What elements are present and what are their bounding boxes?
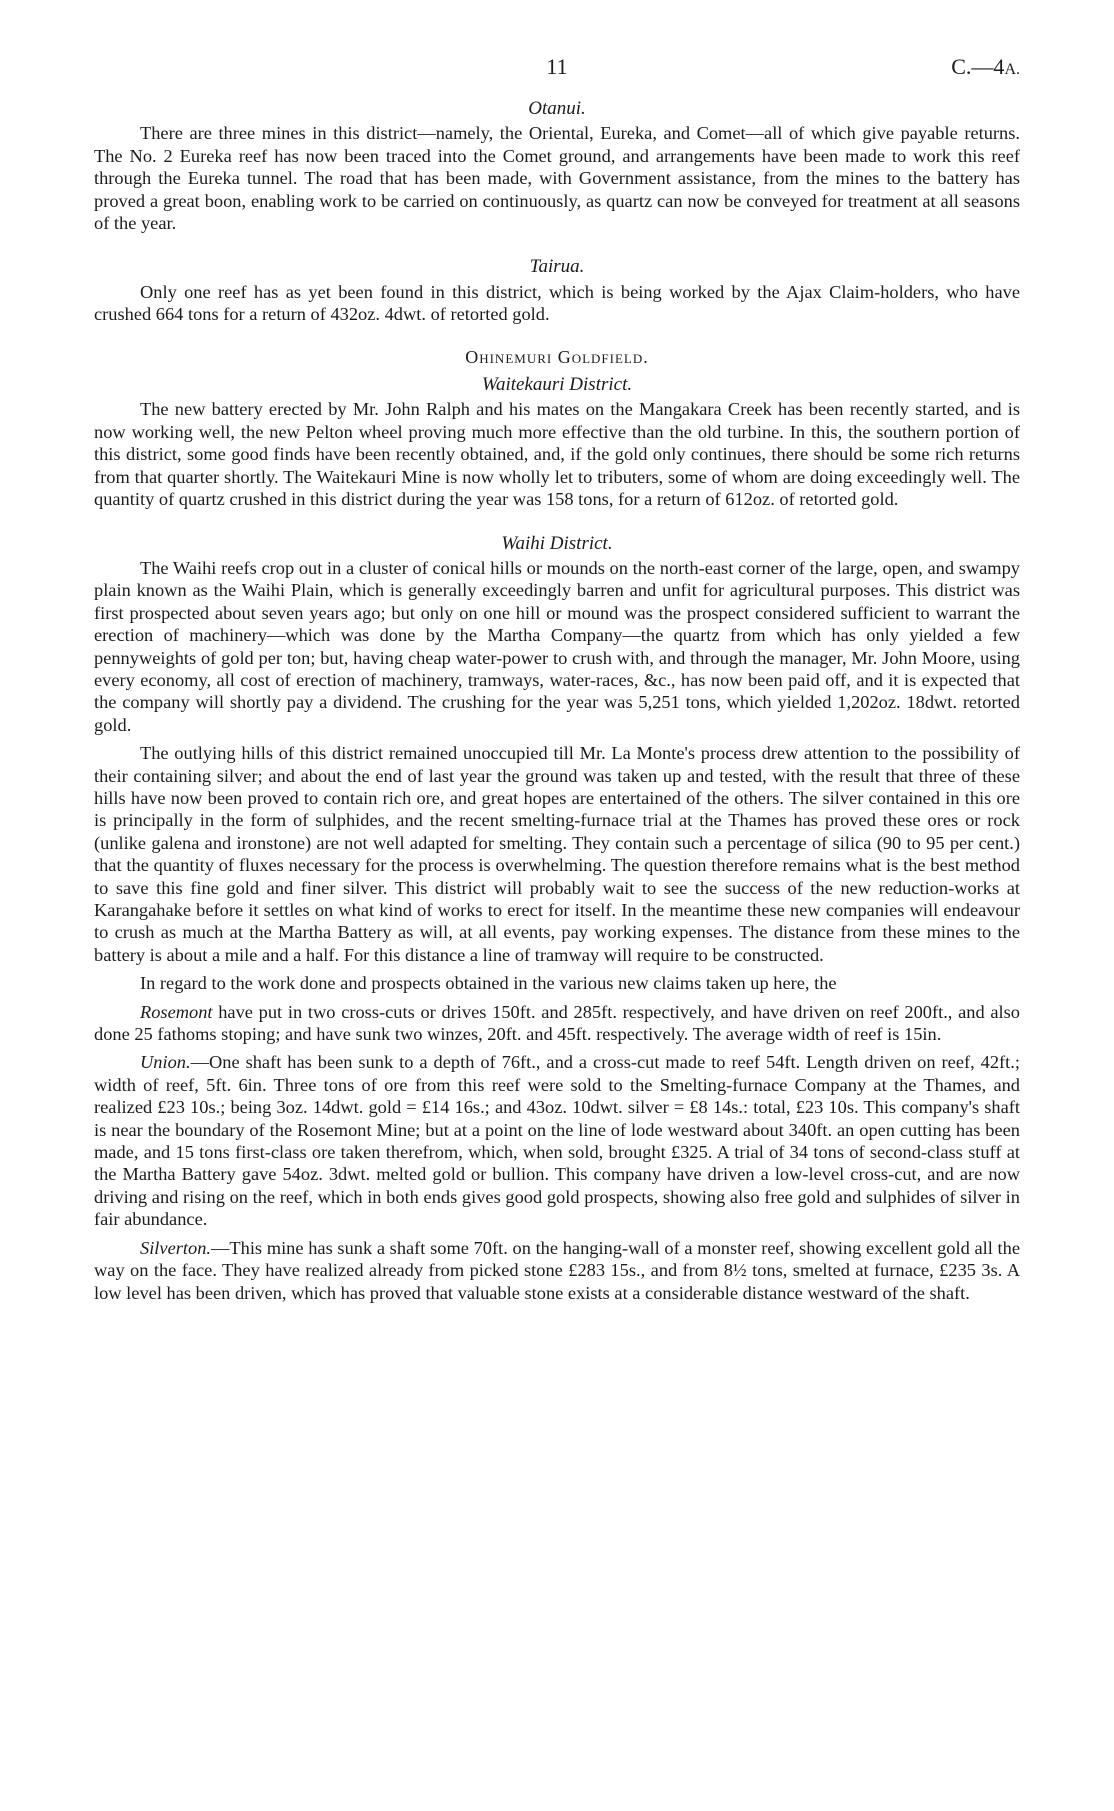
heading-waitekauri-district: Waitekauri District. — [481, 374, 633, 396]
doc-ref-main: C.—4 — [951, 54, 1005, 79]
claim-name-union: Union. — [140, 1052, 191, 1073]
doc-ref-suffix: A. — [1004, 61, 1020, 78]
paragraph-waihi-3: In regard to the work done and prospects obtained in the various new claims taken up here, the — [140, 973, 837, 994]
paragraph-otanui: There are three mines in this district—namely, the Oriental, Eureka, and Comet—all of which give payable returns. The No. 2 Eureka reef has now been traced into the Comet ground, and arrangements have been made to work this reef through the Eureka tunnel. The road that has been made, with Government assistance, from the mines to the battery has proved a great boon, enabling work to be carried on continuously, as quartz can now be conveyed for treatment at all seasons of the year. — [94, 123, 1020, 234]
claim-name-rosemont: Rosemont — [140, 1001, 213, 1022]
rosemont-text: have put in two cross-cuts or drives 150ft. and 285ft. respectively, and have driven on reef 200ft., and also done 25 fathoms stoping; and have sunk two winzes, 20ft. and 45ft. respectively. The average width of reef is 15in. — [94, 1001, 1020, 1045]
paragraph-waihi-2: The outlying hills of this district remained unoccupied till Mr. La Monte's process drew attention to the possibility of their containing silver; and about the end of last year the ground was taken up and tested, with the result that three of these hills have now been proved to contain rich ore, and great hopes are entertained of the others. The silver contained in this ore is principally in the form of sulphides, and the recent smelting-furnace trial at the Thames has proved these ores or rock (unlike galena and ironstone) are not well adapted for smelting. They contain such a percentage of silica (90 to 95 per cent.) that the quantity of fluxes necessary for the process is overwhelming. The question therefore remains what is the best method to save this fine gold and finer silver. This district will probably wait to see the success of the new reduction-works at Karangahake before it settles on what kind of works to erect for itself. In the meantime these new companies will endeavour to crush as much at the Martha Battery as will, at all events, pay working expenses. The distance from these mines to the battery is about a mile and a half. For this distance a line of tramway will require to be constructed. — [94, 743, 1020, 965]
paragraph-tairua: Only one reef has as yet been found in this district, which is being worked by the Ajax Claim-holders, who have crushed 664 tons for a return of 432oz. 4dwt. of retorted gold. — [94, 281, 1020, 325]
silverton-text: —This mine has sunk a shaft some 70ft. on the hanging-wall of a monster reef, showing excellent gold all the way on the face. They have realized already from picked stone £283 15s., and from 8½ tons, smelted at furnace, £235 3s. A low level has been driven, which has proved that valuable stone exists at a considerable distance westward of the shaft. — [94, 1237, 1020, 1303]
page-header — [94, 56, 1020, 92]
paragraph-waitekauri: The new battery erected by Mr. John Ralph and his mates on the Mangakara Creek has been recently started, and is now working well, the new Pelton wheel proving much more effective than the old turbine. In this, the southern portion of this district, some good finds have been recently obtained, and, if the gold only continues, there should be some rich returns from that quarter shortly. The Waitekauri Mine is now wholly let to tributers, some of whom are doing exceedingly well. The quantity of quartz crushed in this district during the year was 158 tons, for a return of 612oz. of retorted gold. — [94, 399, 1020, 510]
paragraph-union — [94, 1051, 1020, 1230]
paragraph-rosemont — [94, 1001, 1020, 1046]
page-number: 11 — [546, 54, 568, 79]
heading-otanui: Otanui. — [528, 98, 586, 119]
document-reference — [951, 56, 1020, 81]
union-text: —One shaft has been sunk to a depth of 76ft., and a cross-cut made to reef 54ft. Length driven on reef, 42ft.; width of reef, 5ft. 6in. Three tons of ore from this reef were sold to the Smelting-furnace Company at the Thames, and realized £23 10s.; being 3oz. 14dwt. gold = £14 16s.; and 43oz. 10dwt. silver = £8 14s.: total, £23 10s. This company's shaft is near the boundary of the Rosemont Mine; but at a point on the line of lode westward about 340ft. an open cutting has been made, and 15 tons first-class ore taken therefrom, which, when sold, brought £325. A trial of 34 tons of second-class stuff at the Martha Battery gave 54oz. 3dwt. melted gold or bullion. This company have driven a low-level cross-cut, and are now driving and rising on the reef, which in both ends gives good gold prospects, showing also free gold and sulphides of silver in fair abundance. — [94, 1052, 1020, 1230]
heading-waihi-district: Waihi District. — [501, 532, 613, 554]
paragraph-silverton — [94, 1237, 1020, 1304]
heading-tairua: Tairua. — [529, 256, 585, 278]
spacer — [94, 234, 1020, 250]
paragraph-waihi-1: The Waihi reefs crop out in a cluster of conical hills or mounds on the north-east corner of the large, open, and swampy plain known as the Waihi Plain, which is generally exceedingly barren and unfit for agricultural purposes. This district was first prospected about seven years ago; but only on one hill or mound was the prospect considered sufficient to warrant the erection of machinery—which was done by the Martha Company—the quartz from which has only yielded a few pennyweights of gold per ton; but, having cheap water-power to crush with, and through the manager, Mr. John Moore, using every economy, all cost of erection of machinery, tramways, water-races, &c., has now been paid off, and it is expected that the company will shortly pay a dividend. The crushing for the year was 5,251 tons, which yielded 1,202oz. 18dwt. retorted gold. — [94, 557, 1020, 735]
spacer — [94, 511, 1020, 527]
heading-ohinemuri-goldfield: Ohinemuri Goldfield. — [465, 346, 649, 367]
claim-name-silverton: Silverton. — [140, 1237, 211, 1258]
